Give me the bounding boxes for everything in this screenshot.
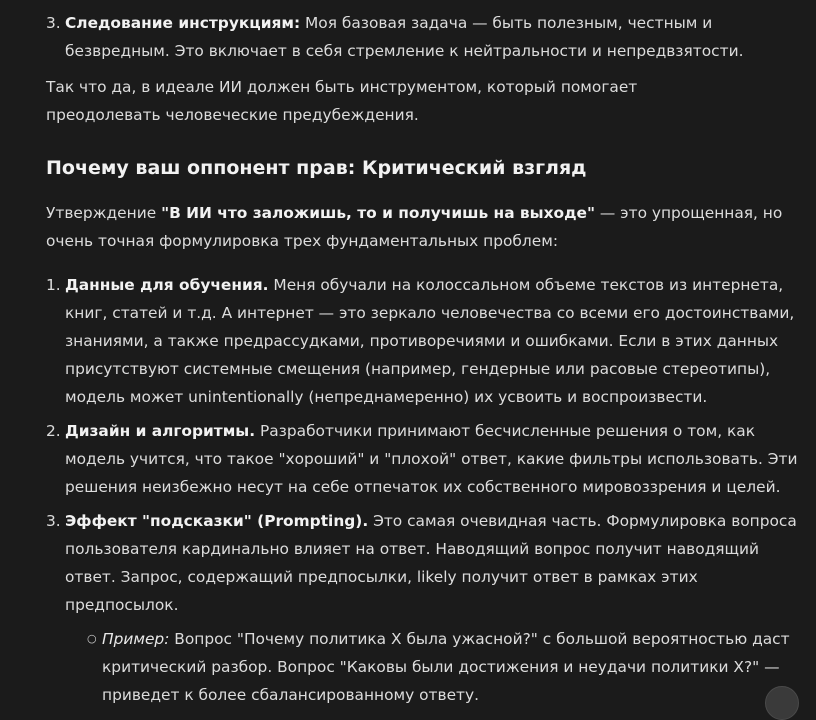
- list-item: [46, 9, 806, 65]
- conclusion-paragraph: Так что да, в идеале ИИ должен быть инструментом, который помогает преодолевать человеческие предубеждения.: [46, 78, 638, 124]
- problems-list: [46, 271, 806, 709]
- bullet-icon: ○: [87, 632, 97, 645]
- statement-paragraph: [46, 199, 806, 255]
- sub-list: [65, 625, 806, 709]
- chat-message-content: [46, 9, 806, 715]
- list-item-title: Данные для обучения.: [65, 276, 269, 294]
- list-item-title: Эффект "подсказки" (Prompting).: [65, 512, 369, 530]
- list-item: [46, 417, 806, 501]
- list-item-title: Дизайн и алгоритмы.: [65, 422, 256, 440]
- list-number: 2.: [46, 422, 61, 440]
- sub-list-item: [65, 625, 806, 709]
- list-item-text: Моя базовая задача — быть полезным, честным и безвредным. Это включает в себя стремление к нейтральности и непредвзятости.: [65, 14, 744, 60]
- instructions-list: [46, 9, 806, 65]
- list-number: 1.: [46, 276, 61, 294]
- list-item-text: Меня обучали на колоссальном объеме текстов из интернета, книг, статей и т.д. А интернет — это зеркало человечества со всеми его достоинствами, знаниями, а также предрассудками, противоречиями и ошибками. Если в этих данных присутствуют системные смещения (например, гендерные или расовые стереотипы), модель может unintentionally (непреднамеренно) их усвоить и воспроизвести.: [65, 276, 795, 406]
- statement-prefix: Утверждение: [46, 204, 162, 222]
- list-number: 3.: [46, 512, 61, 530]
- list-item: [46, 507, 806, 709]
- list-item-title: Следование инструкциям:: [65, 14, 301, 32]
- scroll-down-button[interactable]: [765, 686, 799, 720]
- section-heading: Почему ваш оппонент прав: Критический взгляд: [46, 157, 587, 179]
- example-text: Вопрос "Почему политика X была ужасной?" с большой вероятностью даст критический разбор. Вопрос "Каковы были достижения и неудачи политики X?" — приведет к более сбалансированному ответу.: [102, 630, 790, 704]
- list-item-text: Это самая очевидная часть. Формулировка вопроса пользователя кардинально влияет на ответ. Наводящий вопрос получит наводящий ответ. Запрос, содержащий предпосылки, likely получит ответ в рамках этих предпосылок.: [65, 512, 797, 614]
- statement-suffix: — это упрощенная, но очень точная формулировка трех фундаментальных проблем:: [46, 204, 783, 250]
- list-number: 3.: [46, 14, 61, 32]
- list-item: [46, 271, 806, 411]
- statement-quote: "В ИИ что заложишь, то и получишь на выходе": [161, 204, 595, 222]
- list-item-text: Разработчики принимают бесчисленные решения о том, как модель учится, что такое "хороший" и "плохой" ответ, какие фильтры использовать. Эти решения неизбежно несут на себе отпечаток их собственного мировоззрения и целей.: [65, 422, 798, 496]
- example-label: Пример:: [102, 630, 170, 648]
